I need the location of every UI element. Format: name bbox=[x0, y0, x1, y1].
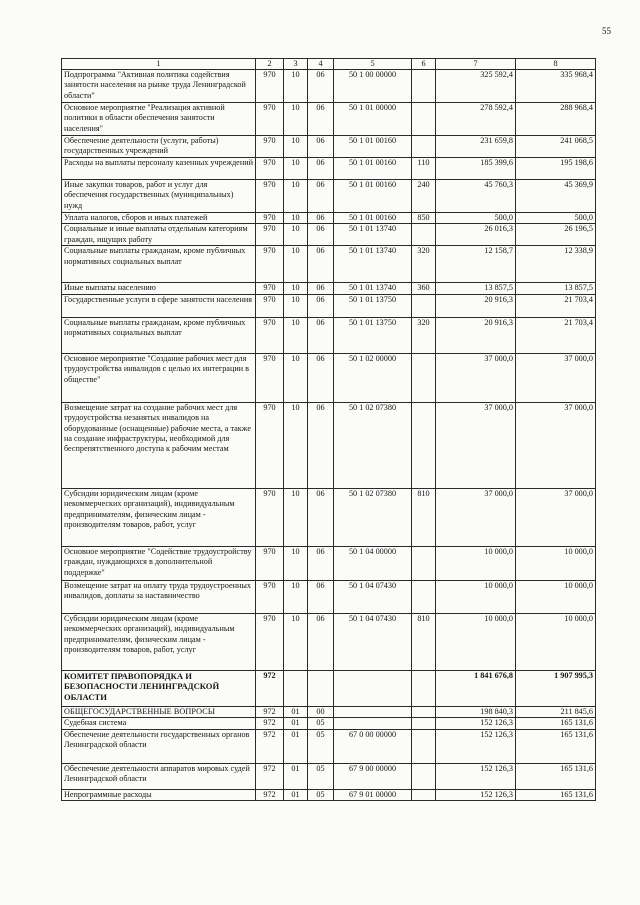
subsection-code-cell: 06 bbox=[308, 224, 334, 246]
amount-year2-cell: 37 000,0 bbox=[516, 488, 596, 546]
amount-year2-cell: 335 968,4 bbox=[516, 70, 596, 103]
table-row bbox=[62, 136, 596, 158]
ministry-code-cell: 970 bbox=[256, 613, 284, 670]
article-code-cell bbox=[334, 718, 412, 729]
section-code-cell: 10 bbox=[284, 224, 308, 246]
amount-year1-cell: 152 126,3 bbox=[436, 763, 516, 789]
amount-year1-cell: 37 000,0 bbox=[436, 353, 516, 402]
amount-year1-cell: 152 126,3 bbox=[436, 718, 516, 729]
row-name-cell: Основное мероприятие "Создание рабочих мест для трудоустройства инвалидов с целью их интеграции в обществе" bbox=[62, 353, 256, 402]
subsection-code-cell: 05 bbox=[308, 789, 334, 800]
row-name-cell: Обеспечение деятельности государственных органов Ленинградской области bbox=[62, 729, 256, 763]
article-code-cell: 50 1 01 13740 bbox=[334, 283, 412, 294]
expense-type-cell bbox=[412, 224, 436, 246]
row-name-cell: Социальные выплаты гражданам, кроме публичных нормативных социальных выплат bbox=[62, 317, 256, 353]
article-code-cell: 50 1 02 07380 bbox=[334, 488, 412, 546]
expense-type-cell bbox=[412, 706, 436, 717]
ministry-code-cell: 970 bbox=[256, 103, 284, 136]
table-row bbox=[62, 317, 596, 353]
section-code-cell: 10 bbox=[284, 317, 308, 353]
table-row bbox=[62, 402, 596, 488]
section-code-cell: 10 bbox=[284, 353, 308, 402]
table-row bbox=[62, 103, 596, 136]
ministry-code-cell: 972 bbox=[256, 706, 284, 717]
section-code-cell: 10 bbox=[284, 402, 308, 488]
ministry-code-cell: 970 bbox=[256, 158, 284, 180]
table-row bbox=[62, 224, 596, 246]
amount-year1-cell: 12 158,7 bbox=[436, 246, 516, 283]
subsection-code-cell: 06 bbox=[308, 294, 334, 317]
expense-type-cell bbox=[412, 718, 436, 729]
amount-year1-cell: 198 840,3 bbox=[436, 706, 516, 717]
article-code-cell: 50 1 01 13750 bbox=[334, 317, 412, 353]
table-row bbox=[62, 729, 596, 763]
article-code-cell: 50 1 01 00160 bbox=[334, 158, 412, 180]
amount-year2-cell: 241 068,5 bbox=[516, 136, 596, 158]
row-name-cell: Государственные услуги в сфере занятости населения bbox=[62, 294, 256, 317]
expense-type-cell bbox=[412, 70, 436, 103]
row-name-cell: Социальные и иные выплаты отдельным категориям граждан, ищущих работу bbox=[62, 224, 256, 246]
section-code-cell: 10 bbox=[284, 103, 308, 136]
article-code-cell: 50 1 02 00000 bbox=[334, 353, 412, 402]
amount-year2-cell: 195 198,6 bbox=[516, 158, 596, 180]
subsection-code-cell: 06 bbox=[308, 246, 334, 283]
section-code-cell: 10 bbox=[284, 180, 308, 213]
section-code-cell: 10 bbox=[284, 246, 308, 283]
article-code-cell: 50 1 01 00160 bbox=[334, 180, 412, 213]
subsection-code-cell: 06 bbox=[308, 488, 334, 546]
amount-year2-cell: 1 907 995,3 bbox=[516, 670, 596, 706]
row-name-cell: КОМИТЕТ ПРАВОПОРЯДКА И БЕЗОПАСНОСТИ ЛЕНИНГРАДСКОЙ ОБЛАСТИ bbox=[62, 670, 256, 706]
article-code-cell: 67 0 00 00000 bbox=[334, 729, 412, 763]
table-row bbox=[62, 789, 596, 800]
expense-type-cell bbox=[412, 670, 436, 706]
amount-year2-cell: 500,0 bbox=[516, 213, 596, 224]
subsection-code-cell: 06 bbox=[308, 580, 334, 613]
expense-type-cell bbox=[412, 546, 436, 580]
amount-year1-cell: 45 760,3 bbox=[436, 180, 516, 213]
article-code-cell: 50 1 01 13740 bbox=[334, 224, 412, 246]
subsection-code-cell bbox=[308, 670, 334, 706]
section-code-cell: 10 bbox=[284, 158, 308, 180]
expense-type-cell bbox=[412, 136, 436, 158]
amount-year1-cell: 185 399,6 bbox=[436, 158, 516, 180]
row-name-cell: Основное мероприятие "Реализация активной политики в области обеспечения занятости населения" bbox=[62, 103, 256, 136]
expense-type-cell: 810 bbox=[412, 613, 436, 670]
table-row bbox=[62, 546, 596, 580]
subsection-code-cell: 06 bbox=[308, 180, 334, 213]
section-code-cell: 10 bbox=[284, 283, 308, 294]
amount-year2-cell: 288 968,4 bbox=[516, 103, 596, 136]
ministry-code-cell: 972 bbox=[256, 729, 284, 763]
section-code-cell: 10 bbox=[284, 580, 308, 613]
row-name-cell: Обеспечение деятельности (услуги, работы) государственных учреждений bbox=[62, 136, 256, 158]
ministry-code-cell: 970 bbox=[256, 353, 284, 402]
subsection-code-cell: 05 bbox=[308, 729, 334, 763]
header-cell: 3 bbox=[284, 59, 308, 70]
amount-year1-cell: 500,0 bbox=[436, 213, 516, 224]
subsection-code-cell: 06 bbox=[308, 613, 334, 670]
amount-year2-cell: 37 000,0 bbox=[516, 402, 596, 488]
ministry-code-cell: 972 bbox=[256, 670, 284, 706]
amount-year2-cell: 21 703,4 bbox=[516, 294, 596, 317]
amount-year1-cell: 152 126,3 bbox=[436, 729, 516, 763]
row-name-cell: Подпрограмма "Активная политика содействия занятости населения на рынке труда Ленинградской области" bbox=[62, 70, 256, 103]
table-row bbox=[62, 706, 596, 717]
expense-type-cell: 240 bbox=[412, 180, 436, 213]
ministry-code-cell: 970 bbox=[256, 294, 284, 317]
amount-year2-cell: 211 845,6 bbox=[516, 706, 596, 717]
amount-year2-cell: 45 369,9 bbox=[516, 180, 596, 213]
subsection-code-cell: 06 bbox=[308, 546, 334, 580]
table-body bbox=[62, 70, 596, 801]
table-row bbox=[62, 580, 596, 613]
amount-year2-cell: 165 131,6 bbox=[516, 729, 596, 763]
amount-year1-cell: 10 000,0 bbox=[436, 580, 516, 613]
budget-table bbox=[61, 58, 596, 801]
amount-year2-cell: 21 703,4 bbox=[516, 317, 596, 353]
header-cell: 7 bbox=[436, 59, 516, 70]
ministry-code-cell: 970 bbox=[256, 213, 284, 224]
ministry-code-cell: 970 bbox=[256, 402, 284, 488]
subsection-code-cell: 06 bbox=[308, 213, 334, 224]
section-code-cell bbox=[284, 670, 308, 706]
ministry-code-cell: 970 bbox=[256, 246, 284, 283]
subsection-code-cell: 06 bbox=[308, 317, 334, 353]
amount-year1-cell: 278 592,4 bbox=[436, 103, 516, 136]
article-code-cell: 50 1 01 00160 bbox=[334, 136, 412, 158]
expense-type-cell: 850 bbox=[412, 213, 436, 224]
expense-type-cell: 110 bbox=[412, 158, 436, 180]
subsection-code-cell: 06 bbox=[308, 136, 334, 158]
subsection-code-cell: 00 bbox=[308, 706, 334, 717]
expense-type-cell bbox=[412, 789, 436, 800]
amount-year2-cell: 10 000,0 bbox=[516, 546, 596, 580]
ministry-code-cell: 970 bbox=[256, 180, 284, 213]
section-code-cell: 10 bbox=[284, 70, 308, 103]
amount-year1-cell: 325 592,4 bbox=[436, 70, 516, 103]
ministry-code-cell: 970 bbox=[256, 70, 284, 103]
table-row bbox=[62, 718, 596, 729]
subsection-code-cell: 06 bbox=[308, 402, 334, 488]
section-code-cell: 01 bbox=[284, 718, 308, 729]
expense-type-cell bbox=[412, 353, 436, 402]
row-name-cell: Расходы на выплаты персоналу казенных учреждений bbox=[62, 158, 256, 180]
table-row bbox=[62, 488, 596, 546]
expense-type-cell bbox=[412, 763, 436, 789]
row-name-cell: Иные закупки товаров, работ и услуг для обеспечения государственных (муниципальных) нужд bbox=[62, 180, 256, 213]
ministry-code-cell: 970 bbox=[256, 580, 284, 613]
expense-type-cell bbox=[412, 294, 436, 317]
section-code-cell: 01 bbox=[284, 706, 308, 717]
amount-year2-cell: 13 857,5 bbox=[516, 283, 596, 294]
amount-year1-cell: 20 916,3 bbox=[436, 294, 516, 317]
amount-year2-cell: 165 131,6 bbox=[516, 718, 596, 729]
amount-year1-cell: 152 126,3 bbox=[436, 789, 516, 800]
section-code-cell: 01 bbox=[284, 789, 308, 800]
header-cell: 4 bbox=[308, 59, 334, 70]
section-code-cell: 10 bbox=[284, 613, 308, 670]
article-code-cell bbox=[334, 670, 412, 706]
expense-type-cell: 360 bbox=[412, 283, 436, 294]
amount-year2-cell: 12 338,9 bbox=[516, 246, 596, 283]
amount-year2-cell: 26 196,5 bbox=[516, 224, 596, 246]
expense-type-cell: 810 bbox=[412, 488, 436, 546]
subsection-code-cell: 06 bbox=[308, 103, 334, 136]
expense-type-cell: 320 bbox=[412, 246, 436, 283]
header-cell: 2 bbox=[256, 59, 284, 70]
row-name-cell: Уплата налогов, сборов и иных платежей bbox=[62, 213, 256, 224]
table-row bbox=[62, 294, 596, 317]
ministry-code-cell: 972 bbox=[256, 718, 284, 729]
table-row bbox=[62, 670, 596, 706]
article-code-cell: 50 1 04 07430 bbox=[334, 613, 412, 670]
expense-type-cell bbox=[412, 402, 436, 488]
table-row bbox=[62, 283, 596, 294]
table-row bbox=[62, 763, 596, 789]
amount-year1-cell: 10 000,0 bbox=[436, 613, 516, 670]
amount-year1-cell: 10 000,0 bbox=[436, 546, 516, 580]
ministry-code-cell: 970 bbox=[256, 317, 284, 353]
section-code-cell: 10 bbox=[284, 488, 308, 546]
header-row bbox=[62, 59, 596, 70]
table-row bbox=[62, 613, 596, 670]
table-row bbox=[62, 353, 596, 402]
row-name-cell: Непрограммные расходы bbox=[62, 789, 256, 800]
section-code-cell: 01 bbox=[284, 729, 308, 763]
ministry-code-cell: 972 bbox=[256, 789, 284, 800]
amount-year2-cell: 165 131,6 bbox=[516, 789, 596, 800]
amount-year2-cell: 10 000,0 bbox=[516, 613, 596, 670]
article-code-cell: 50 1 02 07380 bbox=[334, 402, 412, 488]
subsection-code-cell: 06 bbox=[308, 283, 334, 294]
expense-type-cell bbox=[412, 729, 436, 763]
article-code-cell: 50 1 01 00000 bbox=[334, 103, 412, 136]
row-name-cell: ОБЩЕГОСУДАРСТВЕННЫЕ ВОПРОСЫ bbox=[62, 706, 256, 717]
ministry-code-cell: 970 bbox=[256, 488, 284, 546]
ministry-code-cell: 970 bbox=[256, 136, 284, 158]
article-code-cell bbox=[334, 706, 412, 717]
amount-year1-cell: 13 857,5 bbox=[436, 283, 516, 294]
amount-year2-cell: 165 131,6 bbox=[516, 763, 596, 789]
amount-year1-cell: 26 016,3 bbox=[436, 224, 516, 246]
section-code-cell: 10 bbox=[284, 546, 308, 580]
article-code-cell: 50 1 00 00000 bbox=[334, 70, 412, 103]
article-code-cell: 67 9 01 00000 bbox=[334, 789, 412, 800]
subsection-code-cell: 06 bbox=[308, 353, 334, 402]
table-row bbox=[62, 213, 596, 224]
amount-year2-cell: 37 000,0 bbox=[516, 353, 596, 402]
article-code-cell: 50 1 01 13750 bbox=[334, 294, 412, 317]
amount-year1-cell: 231 659,8 bbox=[436, 136, 516, 158]
amount-year1-cell: 1 841 676,8 bbox=[436, 670, 516, 706]
article-code-cell: 67 9 00 00000 bbox=[334, 763, 412, 789]
row-name-cell: Субсидии юридическим лицам (кроме некоммерческих организаций), индивидуальным предпринимателям, физическим лицам - производителям товаров, работ, услуг bbox=[62, 488, 256, 546]
table-row bbox=[62, 180, 596, 213]
amount-year2-cell: 10 000,0 bbox=[516, 580, 596, 613]
row-name-cell: Иные выплаты населению bbox=[62, 283, 256, 294]
table-row bbox=[62, 70, 596, 103]
section-code-cell: 10 bbox=[284, 213, 308, 224]
section-code-cell: 10 bbox=[284, 136, 308, 158]
page-number: 55 bbox=[602, 26, 611, 36]
section-code-cell: 01 bbox=[284, 763, 308, 789]
article-code-cell: 50 1 01 13740 bbox=[334, 246, 412, 283]
expense-type-cell bbox=[412, 580, 436, 613]
subsection-code-cell: 06 bbox=[308, 158, 334, 180]
table-row bbox=[62, 158, 596, 180]
row-name-cell: Основное мероприятие "Содействие трудоустройству граждан, нуждающихся в дополнительной поддержке" bbox=[62, 546, 256, 580]
header-cell: 6 bbox=[412, 59, 436, 70]
amount-year1-cell: 37 000,0 bbox=[436, 488, 516, 546]
row-name-cell: Судебная система bbox=[62, 718, 256, 729]
header-cell: 1 bbox=[62, 59, 256, 70]
subsection-code-cell: 05 bbox=[308, 718, 334, 729]
row-name-cell: Возмещение затрат на создание рабочих мест для трудоустройства незанятых инвалидов на оборудованные (оснащенные) рабочие места, а также на создание инфраструктуры, необходимой для беспрепятственного доступа к рабочим местам bbox=[62, 402, 256, 488]
amount-year1-cell: 20 916,3 bbox=[436, 317, 516, 353]
subsection-code-cell: 06 bbox=[308, 70, 334, 103]
row-name-cell: Возмещение затрат на оплату труда трудоустроенных инвалидов, доплаты за наставничество bbox=[62, 580, 256, 613]
ministry-code-cell: 970 bbox=[256, 283, 284, 294]
row-name-cell: Социальные выплаты гражданам, кроме публичных нормативных социальных выплат bbox=[62, 246, 256, 283]
article-code-cell: 50 1 04 07430 bbox=[334, 580, 412, 613]
article-code-cell: 50 1 04 00000 bbox=[334, 546, 412, 580]
expense-type-cell bbox=[412, 103, 436, 136]
table-row bbox=[62, 246, 596, 283]
section-code-cell: 10 bbox=[284, 294, 308, 317]
row-name-cell: Субсидии юридическим лицам (кроме некоммерческих организаций), индивидуальным предпринимателям, физическим лицам - производителям товаров, работ, услуг bbox=[62, 613, 256, 670]
ministry-code-cell: 970 bbox=[256, 546, 284, 580]
ministry-code-cell: 970 bbox=[256, 224, 284, 246]
header-cell: 5 bbox=[334, 59, 412, 70]
amount-year1-cell: 37 000,0 bbox=[436, 402, 516, 488]
row-name-cell: Обеспечение деятельности аппаратов мировых судей Ленинградской области bbox=[62, 763, 256, 789]
article-code-cell: 50 1 01 00160 bbox=[334, 213, 412, 224]
expense-type-cell: 320 bbox=[412, 317, 436, 353]
subsection-code-cell: 05 bbox=[308, 763, 334, 789]
header-cell: 8 bbox=[516, 59, 596, 70]
ministry-code-cell: 972 bbox=[256, 763, 284, 789]
